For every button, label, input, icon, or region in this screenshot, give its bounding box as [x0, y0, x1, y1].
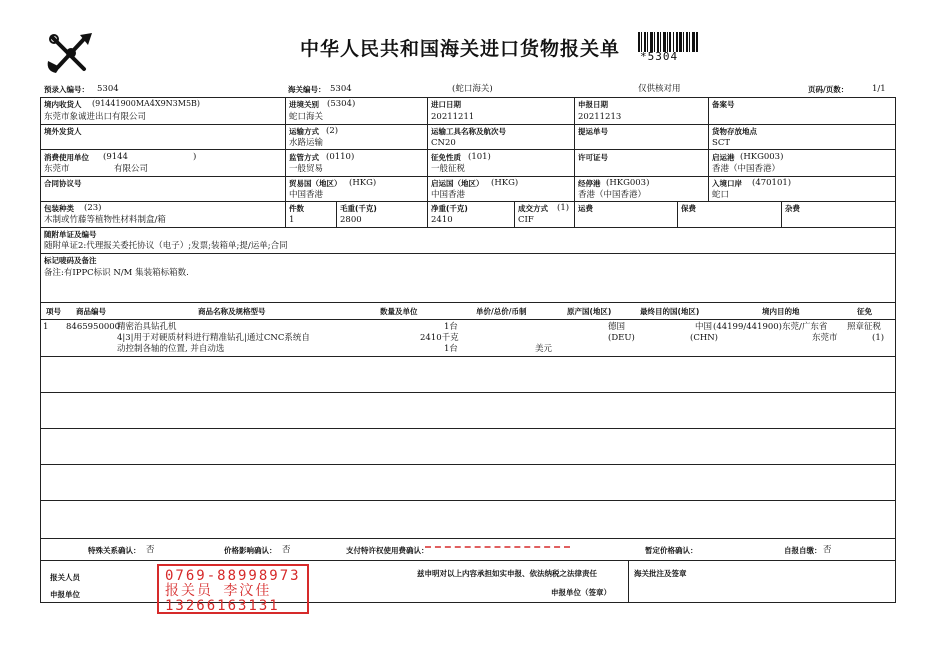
net: 2410 [431, 215, 453, 225]
via-port: 香港（中国香港） [578, 190, 647, 200]
col-domestic: 境内目的地 [762, 307, 800, 316]
gross: 2800 [340, 215, 362, 225]
price-impact-label: 价格影响确认： [224, 546, 277, 555]
consignee-name: 东莞市象诚进出口有限公司 [44, 112, 147, 122]
origin-country-label: 启运国（地区） [431, 179, 484, 188]
freight-label: 运费 [578, 204, 593, 213]
barcode-text: *5304 [640, 50, 679, 63]
entry-label: 入境口岸 [712, 179, 742, 188]
storage-label: 货物存放地点 [712, 127, 757, 136]
supervision-label: 监管方式 [289, 153, 319, 162]
goods-domestic-2: 东莞市 [812, 333, 838, 343]
vehicle-label: 运输工具名称及航次号 [431, 127, 506, 136]
departure-label: 启运港 [712, 153, 735, 162]
departure: 香港（中国香港） [712, 164, 781, 174]
red-mark-line [425, 546, 570, 554]
transport: 水路运输 [289, 138, 324, 148]
import-date-label: 进口日期 [431, 100, 461, 109]
misc-label: 杂费 [785, 204, 800, 213]
col-levy: 征免 [857, 307, 872, 316]
deal: CIF [518, 215, 534, 225]
goods-dest: 中国 [695, 322, 713, 332]
transport-label: 运输方式 [289, 127, 319, 136]
pieces-label: 件数 [289, 204, 304, 213]
declarant-stamp [157, 564, 309, 614]
goods-name-2: 4|3|用于对硬质材料进行精准钻孔|通过CNC系统自 [117, 333, 310, 343]
supervision: 一般贸易 [289, 164, 324, 174]
package-code: (23) [84, 203, 102, 213]
customs-no-value: 5304 [330, 84, 352, 94]
consumer-label: 消费使用单位 [44, 153, 89, 162]
col-qty: 数量及单位 [380, 307, 418, 316]
package-label: 包装种类 [44, 204, 74, 213]
col-dest: 最终目的国(地区) [640, 307, 700, 316]
col-seq: 项号 [46, 307, 61, 316]
unit-sign-label: 申报单位（签章） [551, 588, 611, 597]
gross-label: 毛重(千克) [340, 204, 377, 213]
storage: SCT [712, 138, 730, 148]
self-report-value: 否 [823, 545, 832, 555]
origin-country-code: (HKG) [491, 178, 519, 188]
stamp-mobile: 13266163131 [165, 598, 280, 614]
insurance-label: 保费 [681, 204, 696, 213]
declare-date-label: 申报日期 [578, 100, 608, 109]
provisional-label: 暂定价格确认： [645, 546, 698, 555]
via-port-label: 经停港 [578, 179, 601, 188]
declarant-label: 报关人员 [50, 573, 80, 582]
via-port-code: (HKG003) [606, 178, 650, 188]
consumer-city: 东莞市 [44, 164, 70, 174]
col-code: 商品编号 [76, 307, 106, 316]
royalty-label: 支付特许权使用费确认： [346, 546, 429, 555]
customs-no-label: 海关编号： [288, 85, 326, 94]
bill-label: 提运单号 [578, 127, 608, 136]
stamp-phone: 0769-88998973 [165, 568, 301, 584]
trade-country-label: 贸易国（地区） [289, 179, 342, 188]
customs-office: (蛇口海关) [452, 84, 493, 94]
marks-label: 标记唛码及备注 [44, 256, 97, 265]
goods-currency: 美元 [535, 344, 553, 354]
contract-label: 合同协议号 [44, 179, 82, 188]
levy: 一般征税 [431, 164, 466, 174]
docs-label: 随附单证及编号 [44, 230, 97, 239]
deal-code: (1) [557, 203, 570, 213]
customs-emblem-icon [44, 31, 96, 75]
marks-value: 备注:有IPPC标识 N/M 集装箱标箱数. [44, 268, 189, 278]
goods-name-3: 动控制各轴的位置, 并自动选 [117, 344, 225, 354]
goods-qty-2: 2410千克 [420, 333, 459, 343]
trade-country-code: (HKG) [349, 178, 377, 188]
goods-name-1: 精密治具钻孔机 [117, 322, 177, 332]
goods-domestic: (44199/441900)东莞/广东省 [713, 322, 828, 332]
vehicle: CN20 [431, 138, 456, 148]
goods-seq: 1 [43, 322, 49, 332]
consignee-code: (91441900MA4X9N3M5B) [92, 99, 201, 108]
origin-country: 中国香港 [431, 190, 466, 200]
entry-code: (470101) [752, 178, 792, 188]
declarant-unit-label: 申报单位 [50, 590, 80, 599]
levy-label: 征免性质 [431, 153, 461, 162]
trade-country: 中国香港 [289, 190, 324, 200]
consumer-suffix: 有限公司 [114, 164, 149, 174]
goods-levy-code: (1) [872, 333, 885, 343]
departure-code: (HKG003) [740, 152, 784, 162]
docs-value: 随附单证2:代理报关委托协议（电子）;发票;装箱单;提/运单;合同 [44, 241, 288, 251]
license-label: 许可证号 [578, 153, 608, 162]
col-name: 商品名称及规格型号 [198, 307, 266, 316]
customs-note-label: 海关批注及签章 [634, 569, 687, 578]
entry-port-code: (5304) [327, 99, 356, 109]
stamp-name: 报关员 李汶佳 [165, 583, 272, 599]
page-label: 页码/页数： [808, 85, 849, 94]
page-title: 中华人民共和国海关进口货物报关单 [300, 38, 621, 60]
page-value: 1/1 [872, 84, 886, 94]
pre-entry-label: 预录入编号： [44, 85, 89, 94]
self-report-label: 自报自缴： [784, 546, 822, 555]
shipper-label: 境外发货人 [44, 127, 82, 136]
import-date: 20211211 [431, 112, 475, 122]
goods-origin-code: (DEU) [608, 333, 635, 343]
goods-qty-1: 1台 [444, 322, 458, 332]
pieces: 1 [289, 215, 295, 225]
price-impact-value: 否 [282, 545, 291, 555]
consumer-code-end: ) [193, 152, 197, 162]
levy-code: (101) [468, 152, 491, 162]
entry: 蛇口 [712, 190, 730, 200]
net-label: 净重(千克) [431, 204, 468, 213]
entry-port: 蛇口海关 [289, 112, 324, 122]
goods-qty-3: 1台 [444, 344, 458, 354]
consignee-label: 境内收货人 [44, 100, 82, 109]
record-no-label: 备案号 [712, 100, 735, 109]
deal-label: 成交方式 [518, 204, 548, 213]
col-price: 单价/总价/币制 [476, 307, 527, 316]
verify-note: 仅供核对用 [638, 84, 681, 94]
special-value: 否 [146, 545, 155, 555]
goods-dest-code: (CHN) [690, 333, 718, 343]
consumer-code: (9144 [103, 152, 128, 162]
package: 木制或竹藤等植物性材料制盒/箱 [44, 215, 166, 225]
goods-origin: 德国 [608, 322, 626, 332]
declare-date: 20211213 [578, 112, 622, 122]
barcode [638, 32, 698, 52]
special-label: 特殊关系确认： [88, 546, 141, 555]
entry-port-label: 进境关别 [289, 100, 319, 109]
statement: 兹申明对以上内容承担如实申报、依法纳税之法律责任 [417, 569, 597, 578]
transport-code: (2) [326, 126, 339, 136]
col-origin: 原产国(地区) [567, 307, 612, 316]
goods-levy: 照章征税 [847, 322, 882, 332]
supervision-code: (0110) [326, 152, 355, 162]
pre-entry-value: 5304 [97, 84, 119, 94]
goods-code: 8465950000 [66, 322, 121, 332]
